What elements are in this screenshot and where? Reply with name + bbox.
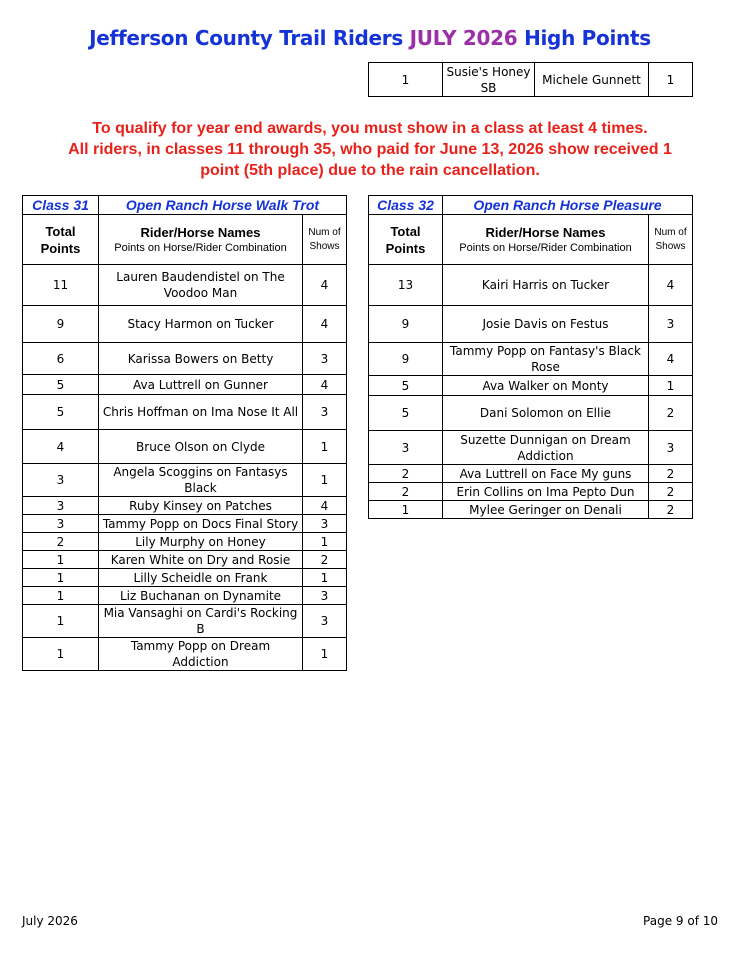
- rider-horse-cell: Ruby Kinsey on Patches: [99, 497, 303, 515]
- points-cell: 5: [23, 395, 99, 430]
- rider-horse-cell: Lily Murphy on Honey: [99, 533, 303, 551]
- shows-cell: 1: [303, 464, 347, 497]
- top-horse: Susie's Honey SB: [443, 63, 535, 97]
- rider-horse-cell: Mylee Geringer on Denali: [443, 501, 649, 519]
- rider-horse-cell: Bruce Olson on Clyde: [99, 430, 303, 464]
- table-row: [23, 533, 347, 551]
- class-header-row: [23, 196, 347, 215]
- table-row: [23, 551, 347, 569]
- table-row: [369, 265, 693, 306]
- table-row: [23, 265, 347, 306]
- total-points-header: Total Points: [369, 215, 443, 265]
- shows-cell: 4: [303, 265, 347, 306]
- rider-horse-cell: Kairi Harris on Tucker: [443, 265, 649, 306]
- rider-horse-cell: Tammy Popp on Docs Final Story: [99, 515, 303, 533]
- page-title: [0, 26, 740, 50]
- points-cell: 9: [369, 306, 443, 343]
- shows-cell: 2: [303, 551, 347, 569]
- shows-cell: 4: [649, 343, 693, 376]
- notice-line-3: point (5th place) due to the rain cancellation.: [200, 162, 540, 179]
- names-header: Rider/Horse Names Points on Horse/Rider Combination: [99, 215, 303, 265]
- table-row: [23, 375, 347, 395]
- points-cell: 1: [23, 638, 99, 671]
- table-row: [23, 605, 347, 638]
- shows-cell: 3: [303, 515, 347, 533]
- table-row: [23, 306, 347, 343]
- class-label: Class 32: [369, 196, 443, 215]
- shows-cell: 3: [303, 395, 347, 430]
- shows-cell: 1: [303, 430, 347, 464]
- title-suffix: High Points: [524, 26, 651, 50]
- points-cell: 6: [23, 343, 99, 375]
- top-rider: Michele Gunnett: [535, 63, 649, 97]
- rider-horse-cell: Suzette Dunnigan on Dream Addiction: [443, 431, 649, 465]
- rider-horse-cell: Tammy Popp on Dream Addiction: [99, 638, 303, 671]
- shows-cell: 1: [303, 638, 347, 671]
- class-header-row: [369, 196, 693, 215]
- class-label: Class 31: [23, 196, 99, 215]
- rider-horse-cell: Liz Buchanan on Dynamite: [99, 587, 303, 605]
- table-row: [23, 395, 347, 430]
- shows-cell: 4: [303, 306, 347, 343]
- points-cell: 1: [23, 569, 99, 587]
- points-cell: 5: [369, 396, 443, 431]
- points-cell: 9: [23, 306, 99, 343]
- table-row: [23, 430, 347, 464]
- top-shows: 1: [649, 63, 693, 97]
- shows-cell: 2: [649, 465, 693, 483]
- points-cell: 5: [23, 375, 99, 395]
- notice-line-2: All riders, in classes 11 through 35, who paid for June 13, 2026 show received 1: [68, 141, 672, 158]
- points-cell: 3: [23, 464, 99, 497]
- table-row: [369, 465, 693, 483]
- points-cell: 1: [369, 501, 443, 519]
- num-shows-header: Num of Shows: [649, 215, 693, 265]
- table-row: [369, 63, 693, 97]
- rider-horse-cell: Karissa Bowers on Betty: [99, 343, 303, 375]
- points-cell: 5: [369, 376, 443, 396]
- table-row: [369, 483, 693, 501]
- title-month: JULY 2026: [409, 26, 518, 50]
- shows-cell: 2: [649, 483, 693, 501]
- rider-horse-cell: Stacy Harmon on Tucker: [99, 306, 303, 343]
- points-cell: 2: [369, 465, 443, 483]
- points-cell: 9: [369, 343, 443, 376]
- shows-cell: 1: [303, 533, 347, 551]
- shows-cell: 4: [303, 497, 347, 515]
- rider-horse-cell: Dani Solomon on Ellie: [443, 396, 649, 431]
- footer-page-number: Page 9 of 10: [643, 914, 718, 928]
- table-row: [369, 376, 693, 396]
- points-cell: 3: [23, 497, 99, 515]
- class-31-table: [22, 195, 347, 671]
- points-cell: 1: [23, 605, 99, 638]
- table-row: [369, 431, 693, 465]
- rider-horse-cell: Ava Luttrell on Gunner: [99, 375, 303, 395]
- rider-horse-cell: Chris Hoffman on Ima Nose It All: [99, 395, 303, 430]
- rider-horse-cell: Lauren Baudendistel on The Voodoo Man: [99, 265, 303, 306]
- table-row: [23, 497, 347, 515]
- rider-horse-cell: Erin Collins on Ima Pepto Dun: [443, 483, 649, 501]
- rider-horse-cell: Karen White on Dry and Rosie: [99, 551, 303, 569]
- points-cell: 1: [23, 587, 99, 605]
- table-row: [369, 343, 693, 376]
- points-cell: 3: [23, 515, 99, 533]
- points-cell: 11: [23, 265, 99, 306]
- table-row: [23, 343, 347, 375]
- class-name: Open Ranch Horse Pleasure: [443, 196, 693, 215]
- rider-horse-cell: Lilly Scheidle on Frank: [99, 569, 303, 587]
- shows-cell: 2: [649, 501, 693, 519]
- shows-cell: 2: [649, 396, 693, 431]
- table-row: [23, 569, 347, 587]
- column-header-row: [23, 215, 347, 265]
- table-row: [369, 306, 693, 343]
- shows-cell: 1: [303, 569, 347, 587]
- shows-cell: 4: [303, 375, 347, 395]
- class-name: Open Ranch Horse Walk Trot: [99, 196, 347, 215]
- shows-cell: 3: [303, 605, 347, 638]
- shows-cell: 4: [649, 265, 693, 306]
- column-header-row: [369, 215, 693, 265]
- names-header: Rider/Horse Names Points on Horse/Rider Combination: [443, 215, 649, 265]
- table-row: [369, 396, 693, 431]
- points-cell: 3: [369, 431, 443, 465]
- rider-horse-cell: Angela Scoggins on Fantasys Black: [99, 464, 303, 497]
- table-row: [23, 638, 347, 671]
- num-shows-header: Num of Shows: [303, 215, 347, 265]
- shows-cell: 3: [649, 431, 693, 465]
- rider-horse-cell: Ava Luttrell on Face My guns: [443, 465, 649, 483]
- rider-horse-cell: Josie Davis on Festus: [443, 306, 649, 343]
- shows-cell: 3: [303, 587, 347, 605]
- shows-cell: 3: [649, 306, 693, 343]
- rider-horse-cell: Ava Walker on Monty: [443, 376, 649, 396]
- notice-line-1: To qualify for year end awards, you must show in a class at least 4 times.: [92, 120, 648, 137]
- top-entry-table: [368, 62, 693, 97]
- points-cell: 2: [23, 533, 99, 551]
- rider-horse-cell: Tammy Popp on Fantasy's Black Rose: [443, 343, 649, 376]
- table-row: [23, 515, 347, 533]
- title-prefix: Jefferson County Trail Riders: [89, 26, 403, 50]
- class-32-table: [368, 195, 693, 519]
- shows-cell: 3: [303, 343, 347, 375]
- rider-horse-cell: Mia Vansaghi on Cardi's Rocking B: [99, 605, 303, 638]
- table-row: [23, 464, 347, 497]
- points-cell: 2: [369, 483, 443, 501]
- shows-cell: 1: [649, 376, 693, 396]
- table-row: [369, 501, 693, 519]
- total-points-header: Total Points: [23, 215, 99, 265]
- top-points: 1: [369, 63, 443, 97]
- footer-date: July 2026: [22, 914, 78, 928]
- table-row: [23, 587, 347, 605]
- qualification-notice: [0, 118, 740, 181]
- points-cell: 4: [23, 430, 99, 464]
- points-cell: 13: [369, 265, 443, 306]
- points-cell: 1: [23, 551, 99, 569]
